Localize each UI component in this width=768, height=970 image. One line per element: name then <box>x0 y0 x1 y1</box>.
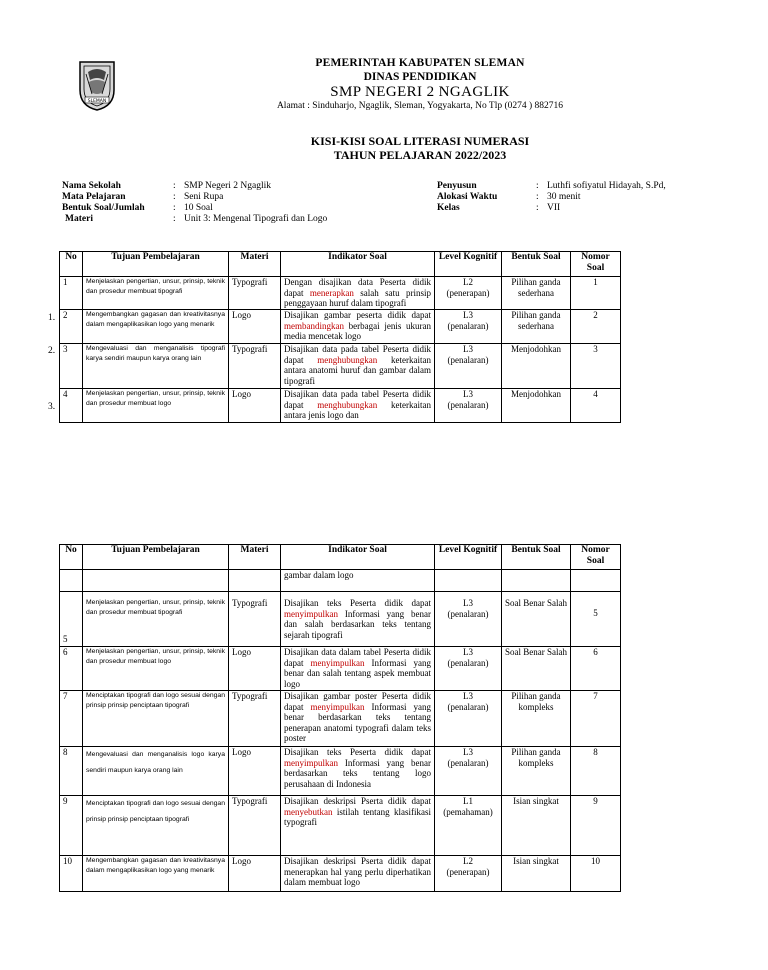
table-row-continuation <box>60 570 621 592</box>
cell-indikator: Disajikan teks Peserta didik dapat menyimpulkan Informasi yang benar dan salah berdasarkan teks tentang sejarah tipografi <box>281 592 435 647</box>
cell-indikator: Disajikan deskripsi Pserta didik dapat menyebutkan istilah tentang klasifikasi typografi <box>281 796 435 856</box>
column-header: Nomor Soal <box>571 252 621 277</box>
meta-label: Mata Pelajaran <box>62 192 126 202</box>
cell-tujuan: Menjelaskan pengertian, unsur, prinsip, teknik dan prosedur membuat tipografi <box>83 277 229 310</box>
meta-left-colons: : : : : <box>173 181 176 224</box>
cell-no: 3 <box>60 344 83 389</box>
cell-materi: Logo <box>229 856 281 892</box>
cell-indikator: Dengan disajikan data Peserta didik dapat menerapkan salah satu prinsip penggayaan huruf dalam tipografi <box>281 277 435 310</box>
meta-value: SMP Negeri 2 Ngaglik <box>184 181 271 191</box>
meta-value: VII <box>547 203 561 213</box>
sleman-logo <box>76 60 118 112</box>
cell-tujuan: Menciptakan tipografi dan logo sesuai dengan prinsip prinsip penciptaan tipografi <box>83 691 229 747</box>
cell-no: 9 <box>60 796 83 856</box>
cell-materi: Logo <box>229 747 281 796</box>
cell-level: L3 (penalaran) <box>435 691 502 747</box>
cell-tujuan: Mengevaluasi dan menganalisis logo karya sendiri maupun karya orang lain <box>83 747 229 796</box>
cell-indikator: Disajikan data pada tabel Peserta didik dapat menghubungkan keterkaitan antara jenis logo dan <box>281 389 435 423</box>
meta-value: Seni Rupa <box>184 192 224 202</box>
cell-level: L2 (penerapan) <box>435 856 502 892</box>
cell-level: L3 (penalaran) <box>435 344 502 389</box>
cell-level: L1 (pemahaman) <box>435 796 502 856</box>
cell-bentuk: Isian singkat <box>502 856 571 892</box>
cell-nomor: 3 <box>571 344 621 389</box>
cell-nomor: 1 <box>571 277 621 310</box>
meta-right-colons: : : : <box>536 181 539 213</box>
cell-tujuan: Menjelaskan pengertian, unsur, prinsip, teknik dan prosedur membuat tipografi <box>83 592 229 647</box>
meta-label: Penyusun <box>437 181 477 191</box>
meta-value: 10 Soal <box>184 203 213 213</box>
cell-nomor: 7 <box>571 691 621 747</box>
cell-no: 1 <box>60 277 83 310</box>
table-row <box>60 344 621 389</box>
column-header: Tujuan Pembelajaran <box>83 252 229 277</box>
cell-tujuan: Menciptakan tipografi dan logo sesuai dengan prinsip prinsip penciptaan tipografi <box>83 796 229 856</box>
column-header: Bentuk Soal <box>502 252 571 277</box>
cell-materi: Typografi <box>229 796 281 856</box>
cell-nomor: 10 <box>571 856 621 892</box>
cell-bentuk: Pilihan ganda kompleks <box>502 691 571 747</box>
table-row <box>60 389 621 423</box>
cell-bentuk: Isian singkat <box>502 796 571 856</box>
meta-label: Bentuk Soal/Jumlah <box>62 203 145 213</box>
list-number: 3. <box>48 402 56 412</box>
cell-bentuk: Pilihan ganda sederhana <box>502 310 571 344</box>
cell-no: 5 <box>60 592 83 647</box>
column-header: Level Kognitif <box>435 545 502 570</box>
cell-nomor: 5 <box>571 592 621 647</box>
cell-nomor: 8 <box>571 747 621 796</box>
cell-indikator: Disajikan gambar peserta didik dapat membandingkan berbagai jenis ukuran media mencetak logo <box>281 310 435 344</box>
cell-nomor: 2 <box>571 310 621 344</box>
meta-right <box>437 181 497 214</box>
meta-left <box>62 181 145 225</box>
cell-bentuk: Menjodohkan <box>502 344 571 389</box>
cell-bentuk: Pilihan ganda sederhana <box>502 277 571 310</box>
header-address: Alamat : Sinduharjo, Ngaglik, Sleman, Yogyakarta, No Tlp (0274 ) 882716 <box>276 101 564 111</box>
meta-label: Materi <box>65 214 93 224</box>
list-number: 1. <box>48 313 56 323</box>
document-title: KISI-KISI SOAL LITERASI NUMERASI <box>310 134 530 148</box>
column-header: Materi <box>229 252 281 277</box>
cell-indikator: Disajikan teks Peserta didik dapat menyimpulkan Informasi yang benar berdasarkan teks tentang logo perusahaan di Indonesia <box>281 747 435 796</box>
meta-label: Kelas <box>437 203 460 213</box>
cell-materi: Logo <box>229 389 281 423</box>
cell-bentuk: Menjodohkan <box>502 389 571 423</box>
cell-materi: Logo <box>229 647 281 691</box>
column-header: Bentuk Soal <box>502 545 571 570</box>
column-header: No <box>60 545 83 570</box>
cell-tujuan: Menjelaskan pengertian, unsur, prinsip, teknik dan prosedur membuat logo <box>83 647 229 691</box>
meta-left-values <box>184 181 327 225</box>
meta-label: Nama Sekolah <box>62 181 121 191</box>
cell-materi: Typografi <box>229 592 281 647</box>
cell-materi: Logo <box>229 310 281 344</box>
cell-indikator: gambar dalam logo <box>281 570 435 592</box>
table-header-row <box>60 545 621 570</box>
table-row <box>60 277 621 310</box>
column-header: Indikator Soal <box>281 252 435 277</box>
cell-level: L3 (penalaran) <box>435 389 502 423</box>
header-government: PEMERINTAH KABUPATEN SLEMAN <box>315 57 525 69</box>
kisi-kisi-table-page-2 <box>59 544 621 892</box>
list-number: 2. <box>48 346 56 356</box>
cell-tujuan: Mengevaluasi dan menganalisis tipografi karya sendiri maupun karya orang lain <box>83 344 229 389</box>
header-department: DINAS PENDIDIKAN <box>363 71 477 83</box>
table-row <box>60 310 621 344</box>
cell-indikator: Disajikan gambar poster Peserta didik dapat menyimpulkan Informasi yang benar berdasarkan teks tentang penerapan anatomi typografi dalam teks poster <box>281 691 435 747</box>
coat-of-arms-icon <box>76 60 118 112</box>
meta-value: Unit 3: Mengenal Tipografi dan Logo <box>184 214 328 224</box>
table-header-row <box>60 252 621 277</box>
cell-no: 2 <box>60 310 83 344</box>
column-header: Materi <box>229 545 281 570</box>
cell-nomor: 6 <box>571 647 621 691</box>
cell-bentuk: Soal Benar Salah <box>502 647 571 691</box>
cell-materi: Typografi <box>229 277 281 310</box>
cell-level: L3 (penalaran) <box>435 647 502 691</box>
cell-nomor: 9 <box>571 796 621 856</box>
cell-no: 10 <box>60 856 83 892</box>
meta-value: Luthfi sofiyatul Hidayah, S.Pd, <box>547 181 666 191</box>
meta-right-values <box>547 181 666 214</box>
cell-tujuan: Mengembangkan gagasan dan kreativitasnya dalam mengaplikasikan logo yang menarik <box>83 856 229 892</box>
cell-no: 8 <box>60 747 83 796</box>
cell-tujuan: Menjelaskan pengertian, unsur, prinsip, teknik dan prosedur membuat logo <box>83 389 229 423</box>
column-header: Level Kognitif <box>435 252 502 277</box>
column-header: Nomor Soal <box>571 545 621 570</box>
cell-indikator: Disajikan data pada tabel Peserta didik dapat menghubungkan keterkaitan antara anatomi huruf dan gambar dalam tipografi <box>281 344 435 389</box>
cell-nomor: 4 <box>571 389 621 423</box>
cell-no: 6 <box>60 647 83 691</box>
column-header: Tujuan Pembelajaran <box>83 545 229 570</box>
kisi-kisi-table-page-1 <box>59 251 621 423</box>
table-row <box>60 856 621 892</box>
cell-no: 4 <box>60 389 83 423</box>
meta-value: 30 menit <box>547 192 581 202</box>
column-header: Indikator Soal <box>281 545 435 570</box>
document-year: TAHUN PELAJARAN 2022/2023 <box>333 148 507 162</box>
meta-label: Alokasi Waktu <box>437 192 498 202</box>
column-header: No <box>60 252 83 277</box>
table-row <box>60 691 621 747</box>
header-school-name: SMP NEGERI 2 NGAGLIK <box>330 84 510 100</box>
cell-no: 7 <box>60 691 83 747</box>
cell-level: L3 (penalaran) <box>435 747 502 796</box>
table-row <box>60 796 621 856</box>
table-row <box>60 647 621 691</box>
cell-level: L3 (penalaran) <box>435 310 502 344</box>
table-row <box>60 747 621 796</box>
cell-indikator: Disajikan deskripsi Pserta didik dapat menerapkan hal yang perlu diperhatikan dalam membuat logo <box>281 856 435 892</box>
cell-level: L3 (penalaran) <box>435 592 502 647</box>
svg-text:SLEMAN: SLEMAN <box>87 99 107 104</box>
table-row <box>60 592 621 647</box>
cell-bentuk: Soal Benar Salah <box>502 592 571 647</box>
cell-indikator: Disajikan data dalam tabel Peserta didik dapat menyimpulkan Informasi yang benar dan salah tentang aspek membuat logo <box>281 647 435 691</box>
cell-tujuan: Mengembangkan gagasan dan kreativitasnya dalam mengaplikasikan logo yang menarik <box>83 310 229 344</box>
cell-level: L2 (penerapan) <box>435 277 502 310</box>
cell-materi: Typografi <box>229 691 281 747</box>
cell-materi: Typografi <box>229 344 281 389</box>
cell-bentuk: Pilihan ganda kompleks <box>502 747 571 796</box>
